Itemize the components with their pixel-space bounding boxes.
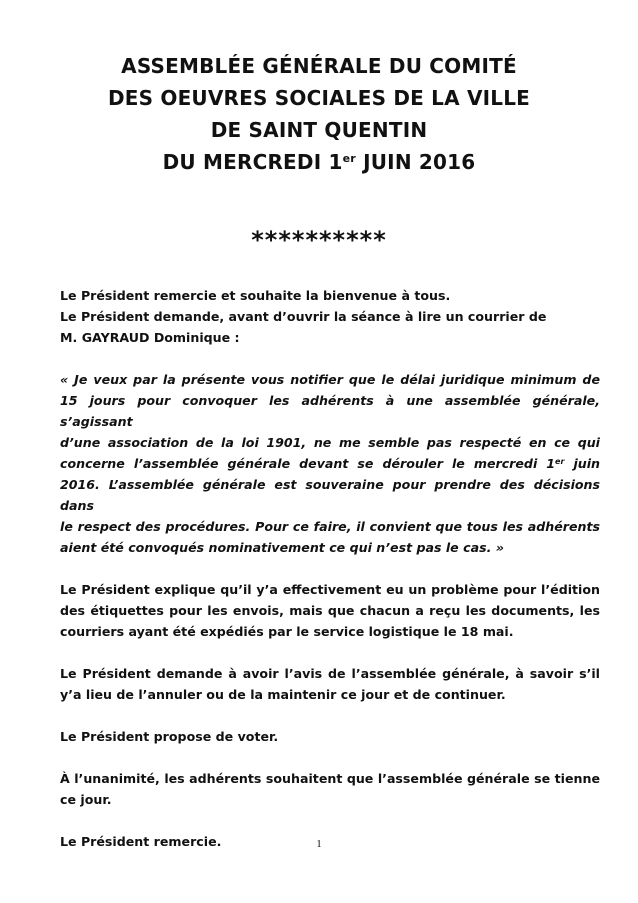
document-body	[60, 285, 600, 852]
intro-line-1: Le Président remercie et souhaite la bienvenue à tous.	[60, 288, 451, 303]
quote-line-6: le respect des procédures. Pour ce faire, il convient que tous les adhérents	[60, 519, 600, 534]
quote-line-4-suffix: juin	[564, 456, 601, 471]
paragraph-intro	[60, 285, 600, 348]
quote-line-3: d’une association de la loi 1901, ne me semble pas respecté en ce qui	[60, 435, 600, 450]
unanimity-line-1: À l’unanimité, les adhérents souhaitent que l’assemblée générale se tienne	[60, 771, 600, 786]
explanation-line-3: courriers ayant été expédiés par le service logistique le 18 mai.	[60, 624, 514, 639]
title-line-1: ASSEMBLÉE GÉNÉRALE DU COMITÉ	[121, 54, 517, 78]
quote-line-5: 2016. L’assemblée générale est souveraine pour prendre des décisions dans	[60, 477, 600, 513]
unanimity-line-2: ce jour.	[60, 792, 112, 807]
intro-line-2: Le Président demande, avant d’ouvrir la séance à lire un courrier de	[60, 309, 547, 324]
vote-proposal-text: Le Président propose de voter.	[60, 729, 279, 744]
quote-line-4-prefix: concerne l’assemblée générale devant se dérouler le mercredi 1	[60, 456, 556, 471]
title-date-superscript: er	[342, 152, 356, 165]
title-line-2: DES OEUVRES SOCIALES DE LA VILLE	[107, 86, 531, 110]
request-line-2: y’a lieu de l’annuler ou de la maintenir ce jour et de continuer.	[60, 687, 506, 702]
thanks-text: Le Président remercie.	[60, 834, 222, 849]
quote-line-7: aient été convoqués nominativement ce qui n’est pas le cas. »	[60, 540, 504, 555]
document-title	[40, 50, 598, 178]
explanation-line-1: Le Président explique qu’il y’a effectivement eu un problème pour l’édition	[60, 582, 600, 597]
title-date-prefix: DU MERCREDI 1	[162, 150, 343, 174]
explanation-line-2: des étiquettes pour les envois, mais que chacun a reçu les documents, les	[60, 603, 600, 618]
title-line-3: DE SAINT QUENTIN	[210, 118, 428, 142]
paragraph-request	[60, 663, 600, 705]
quote-line-4-superscript: er	[555, 457, 565, 466]
intro-line-3: M. GAYRAUD Dominique :	[60, 330, 240, 345]
request-line-1: Le Président demande à avoir l’avis de l’assemblée générale, à savoir s’il	[60, 666, 600, 681]
quote-line-4	[60, 453, 600, 474]
paragraph-quote	[60, 369, 600, 558]
separator-stars: **********	[251, 226, 387, 254]
title-line-4	[40, 146, 598, 178]
quote-line-1: « Je veux par la présente vous notifier que le délai juridique minimum de	[60, 372, 600, 387]
paragraph-unanimity	[60, 768, 600, 810]
title-date-suffix: JUIN 2016	[355, 150, 476, 174]
page-number: 1	[316, 838, 322, 850]
paragraph-vote-proposal	[60, 726, 600, 747]
quote-line-2: 15 jours pour convoquer les adhérents à une assemblée générale, s’agissant	[60, 393, 600, 429]
paragraph-explanation	[60, 579, 600, 642]
